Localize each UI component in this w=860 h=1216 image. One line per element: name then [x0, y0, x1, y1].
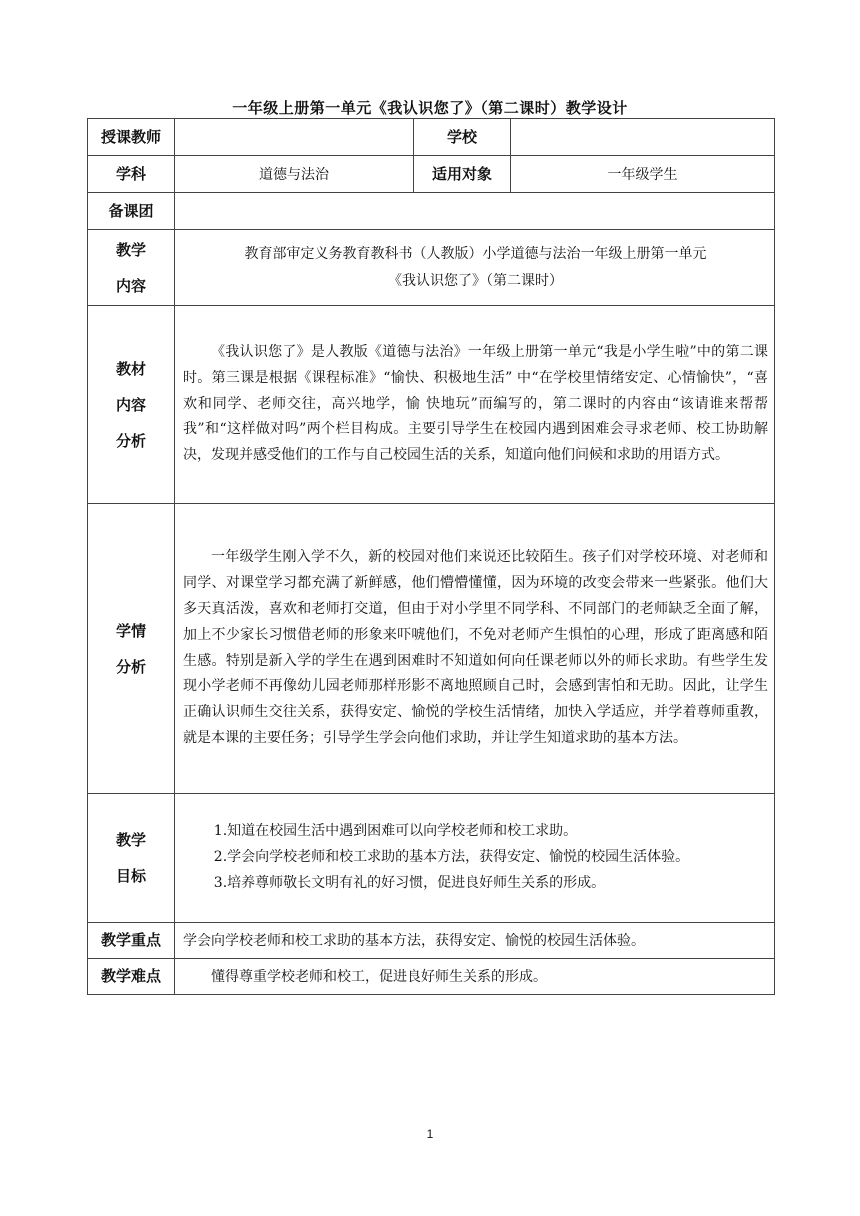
- row-group: [88, 193, 775, 230]
- document-title: 一年级上册第一单元《我认识您了》（第二课时）教学设计: [232, 99, 628, 117]
- goal-item-2: 2.学会向学校老师和校工求助的基本方法，获得安定、愉悦的校园生活体验。: [213, 849, 690, 866]
- material-text-cell: [175, 306, 775, 504]
- content-text: [175, 230, 775, 306]
- goals-list: [175, 794, 775, 923]
- material-label-line2: 内容: [115, 395, 146, 414]
- key-point-label: 教学重点: [88, 923, 175, 959]
- row-key-point: [88, 923, 775, 959]
- content-label-line1: 教学: [115, 240, 146, 259]
- row-content: [88, 230, 775, 306]
- subject-value: 道德与法治: [175, 156, 414, 193]
- school-value: [511, 119, 775, 156]
- difficulty-label: 教学难点: [88, 959, 175, 995]
- row-subject-audience: [88, 156, 775, 193]
- row-difficulty: [88, 959, 775, 995]
- material-label-line3: 分析: [115, 431, 146, 450]
- goal-item-1: 1.知道在校园生活中遇到困难可以向学校老师和校工求助。: [213, 823, 578, 840]
- teacher-label: 授课教师: [88, 119, 175, 156]
- page-number: 1: [426, 1127, 434, 1141]
- subject-label: 学科: [88, 156, 175, 193]
- goal-item-3: 3.培养尊师敬长文明有礼的好习惯，促进良好师生关系的形成。: [213, 874, 606, 891]
- content-label-line2: 内容: [115, 276, 146, 295]
- content-label: [88, 230, 175, 306]
- material-text: 《我认识您了》是人教版《道德与法治》一年级上册第一单元“我是小学生啦”中的第二课时。第三课是根据《课程标准》“愉快、积极地生活” 中“在学校里情绪安定、心情愉快”，“喜欢和同学、老师交往，高兴地学，愉 快地玩”而编写的，第二课时的内容由“该请谁来帮帮我”和“这样做对吗”两个栏目构成。主要引导学生在校园内遇到困难会寻求老师、校工协助解决，发现并感受他们的工作与自己校园生活的关系，知道向他们问候和求助的用语方式。: [183, 344, 768, 464]
- material-label: [88, 306, 175, 504]
- difficulty-text: 懂得尊重学校老师和校工，促进良好师生关系的形成。: [175, 959, 775, 995]
- lesson-plan-table: [87, 118, 775, 995]
- goals-label-line1: 教学: [115, 831, 146, 849]
- students-label-line2: 分析: [115, 657, 146, 676]
- content-line2: 《我认识您了》（第二课时）: [388, 272, 563, 289]
- group-value: [175, 193, 775, 230]
- material-label-line1: 教材: [115, 359, 146, 378]
- audience-value: 一年级学生: [511, 156, 775, 193]
- row-material-analysis: [88, 306, 775, 504]
- group-label: 备课团: [88, 193, 175, 230]
- audience-label: 适用对象: [414, 156, 511, 193]
- students-label-line1: 学情: [115, 621, 146, 640]
- goals-label-line2: 目标: [115, 867, 146, 885]
- teacher-value: [175, 119, 414, 156]
- content-line1: 教育部审定义务教育教科书（人教版）小学道德与法治一年级上册第一单元: [244, 245, 707, 262]
- row-teacher-school: [88, 119, 775, 156]
- school-label: 学校: [414, 119, 511, 156]
- row-student-analysis: [88, 504, 775, 794]
- goals-label: [88, 794, 175, 923]
- students-text-cell: [175, 504, 775, 794]
- students-label: [88, 504, 175, 794]
- students-text: 一年级学生刚入学不久，新的校园对他们来说还比较陌生。孩子们对学校环境、对老师和同学、对课堂学习都充满了新鲜感，他们懵懵懂懂，因为环境的改变会带来一些紧张。他们大多天真活泼，喜欢和老师打交道，但由于对小学里不同学科、不同部门的老师缺乏全面了解，加上不少家长习惯借老师的形象来吓唬他们，不免对老师产生惧怕的心理，形成了距离感和陌生感。特别是新入学的学生在遇到困难时不知道如何向任课老师以外的师长求助。有些学生发现小学老师不再像幼儿园老师那样形影不离地照顾自己时，会感到害怕和无助。因此，让学生正确认识师生交往关系，获得安定、愉悦的学校生活情绪，加快入学适应，并学着尊师重教，就是本课的主要任务；引导学生学会向他们求助，并让学生知道求助的基本方法。: [183, 549, 768, 746]
- row-goals: [88, 794, 775, 923]
- key-point-text: 学会向学校老师和校工求助的基本方法，获得安定、愉悦的校园生活体验。: [175, 923, 775, 959]
